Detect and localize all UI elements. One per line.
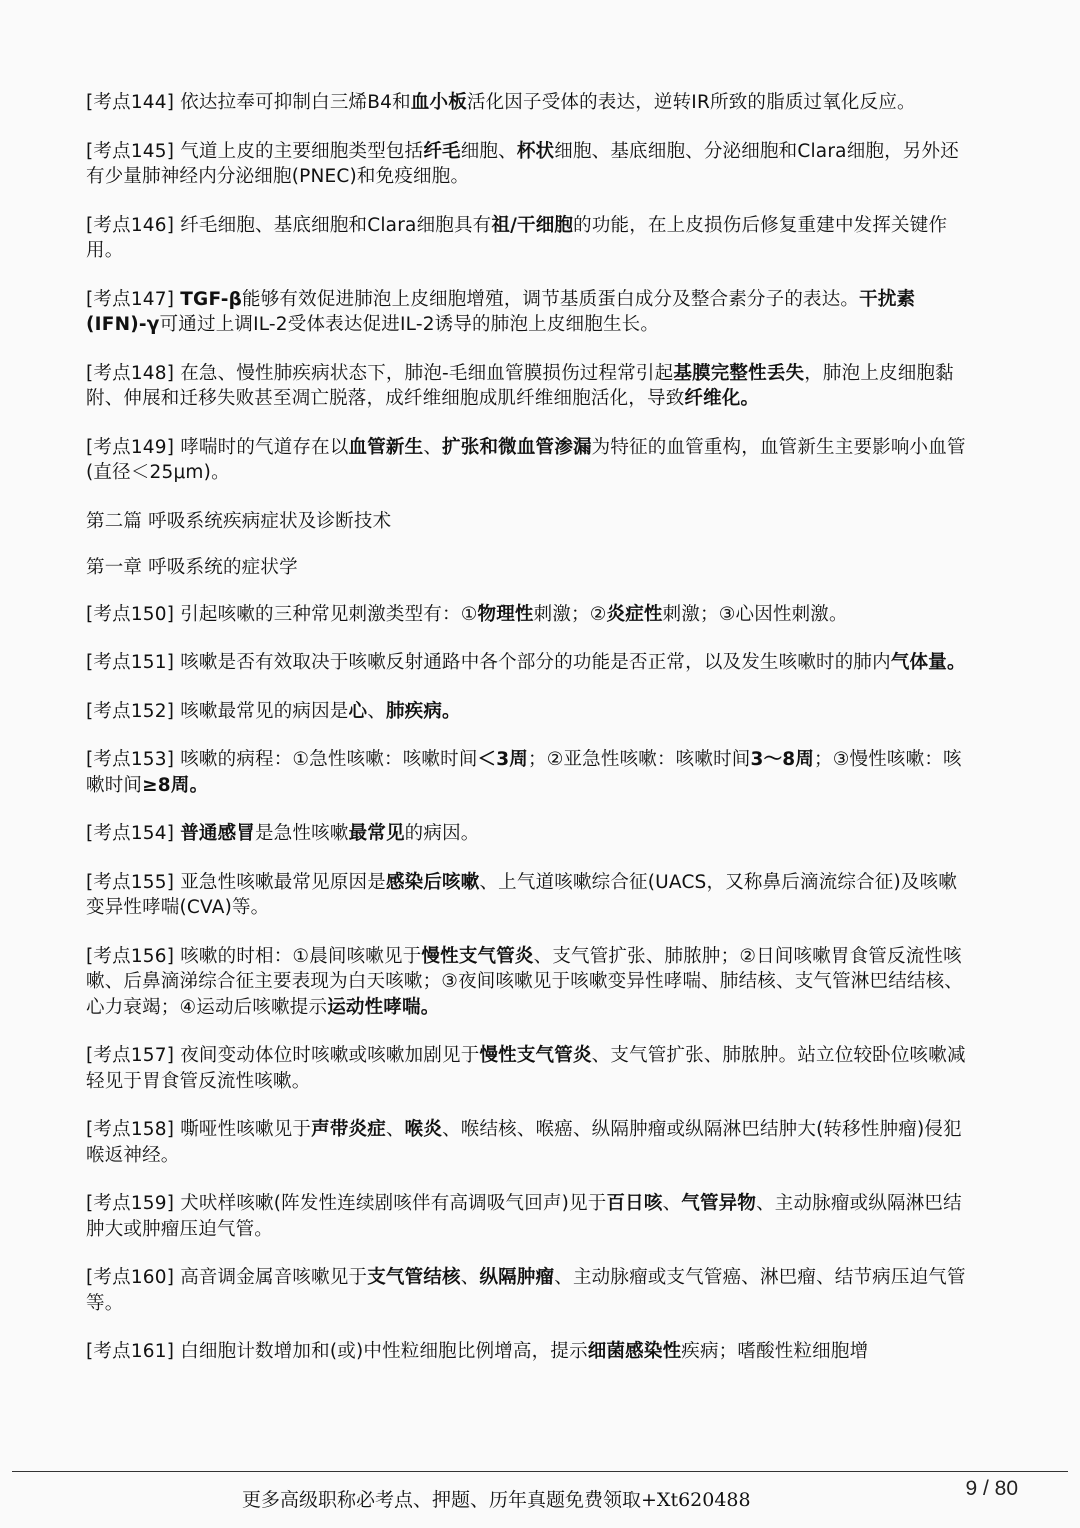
text-segment: ，肺泡上皮细胞黏附、伸展和迁移失败甚至凋亡脱落，成纤维细胞成肌纤维细胞活化，导致 [86, 362, 954, 409]
bold-keyword: 扩张和微血管渗漏 [442, 436, 592, 458]
text-segment: 、主动脉瘤或纵隔淋巴结肿大或肿瘤压迫气管。 [86, 1193, 962, 1240]
bold-keyword: 血管新生 [348, 436, 424, 458]
text-segment: [考点160] 高音调金属音咳嗽见于 [86, 1267, 368, 1288]
text-segment: 疾病；嗜酸性粒细胞增 [681, 1341, 869, 1362]
bold-keyword: 气管异物 [681, 1193, 757, 1214]
exam-point-paragraph [86, 287, 966, 338]
exam-point-paragraph [86, 602, 966, 628]
exam-point-paragraph [86, 213, 966, 264]
text-segment: 刺激；③心因性刺激。 [662, 603, 848, 625]
bold-keyword: 气体量。 [890, 652, 966, 673]
bold-keyword: 慢性支气管炎 [479, 1045, 592, 1066]
text-segment: [考点147] [86, 288, 181, 310]
text-segment: 的功能，在上皮损伤后修复重建中发挥关键作用。 [86, 214, 948, 261]
exam-point-paragraph [86, 821, 966, 847]
exam-point-paragraph [86, 1043, 966, 1094]
bold-keyword: ≥8周。 [142, 774, 209, 796]
bold-keyword: 慢性支气管炎 [421, 945, 534, 967]
bold-keyword: 炎症性 [606, 603, 663, 625]
text-segment: 能够有效促进肺泡上皮细胞增殖，调节基质蛋白成分及整合素分子的表达。 [242, 288, 860, 310]
text-segment: 是急性咳嗽 [255, 823, 349, 844]
text-segment: [考点145] 气道上皮的主要细胞类型包括 [86, 140, 424, 162]
text-segment: [考点161] 白细胞计数增加和(或)中性粒细胞比例增高，提示 [86, 1341, 588, 1362]
bold-keyword: 纤毛 [423, 140, 461, 162]
footer-promo-text: 更多高级职称必考点、押题、历年真题免费领取+Xt620488 [242, 1489, 751, 1511]
footer-divider [12, 1471, 1068, 1472]
bold-keyword: 细菌感染性 [587, 1341, 682, 1362]
text-segment: 为特征的血管重构，血管新生主要影响小血管(直径＜25μm)。 [86, 436, 966, 483]
text-segment: 的病因。 [404, 823, 480, 844]
exam-point-paragraph [86, 747, 966, 798]
text-segment: [考点146] 纤毛细胞、基底细胞和Clara细胞具有 [86, 214, 492, 236]
bold-keyword: 运动性哮喘。 [327, 996, 440, 1018]
document-body [86, 90, 966, 1388]
bold-keyword: 声带炎症 [311, 1119, 386, 1140]
text-segment: [考点158] 嘶哑性咳嗽见于 [86, 1119, 312, 1140]
bold-keyword: 杯状 [516, 140, 555, 162]
bold-keyword: 支气管结核 [367, 1267, 461, 1288]
exam-point-paragraph [86, 870, 966, 921]
bold-keyword: 纤维化。 [684, 388, 760, 409]
text-segment: [考点152] 咳嗽最常见的病因是 [86, 700, 349, 722]
section-heading [86, 509, 966, 535]
text-segment: [考点148] 在急、慢性肺疾病状态下，肺泡-毛细血管膜损伤过程常引起 [86, 362, 674, 384]
bold-keyword: TGF-β [180, 288, 243, 310]
bold-keyword: 肺疾病。 [385, 700, 461, 722]
text-segment: 细胞、 [460, 140, 517, 162]
bold-keyword: 血小板 [410, 92, 467, 113]
text-segment: [考点155] 亚急性咳嗽最常见原因是 [86, 871, 386, 893]
text-segment: [考点151] 咳嗽是否有效取决于咳嗽反射通路中各个部分的功能是否正常，以及发生咳嗽时的肺内 [86, 652, 891, 673]
text-segment: [考点149] 哮喘时的气道存在以 [86, 436, 349, 458]
exam-point-paragraph [86, 1191, 966, 1242]
bold-keyword: 普通感冒 [180, 823, 256, 844]
exam-point-paragraph [86, 90, 966, 116]
bold-keyword: 3～8周 [750, 749, 815, 770]
exam-point-paragraph [86, 1117, 966, 1168]
bold-keyword: 祖/干细胞 [491, 214, 574, 236]
text-segment: [考点144] 依达拉奉可抑制白三烯B4和 [86, 92, 411, 113]
text-segment: 、 [423, 436, 443, 458]
text-segment: 、支气管扩张、肺脓肿。站立位较卧位咳嗽减轻见于胃食管反流性咳嗽。 [86, 1045, 966, 1092]
exam-point-paragraph [86, 139, 966, 190]
text-segment: 、喉结核、喉癌、纵隔肿瘤或纵隔淋巴结肿大(转移性肿瘤)侵犯喉返神经。 [86, 1119, 962, 1166]
text-segment: 、上气道咳嗽综合征(UACS，又称鼻后滴流综合征)及咳嗽变异性哮喘(CVA)等。 [86, 871, 958, 918]
text-segment: 细胞、基底细胞、分泌细胞和Clara细胞，另外还有少量肺神经内分泌细胞(PNEC)和免疫细胞。 [86, 140, 959, 187]
text-segment: ；②亚急性咳嗽：咳嗽时间 [528, 749, 751, 770]
text-segment: 可通过上调IL-2受体表达促进IL-2诱导的肺泡上皮细胞生长。 [159, 314, 660, 335]
text-segment: [考点153] 咳嗽的病程：①急性咳嗽：咳嗽时间 [86, 749, 478, 770]
exam-point-paragraph [86, 650, 966, 676]
exam-point-paragraph [86, 361, 966, 412]
exam-point-paragraph [86, 944, 966, 1021]
text-segment: 刺激；② [533, 603, 607, 625]
text-segment: [考点157] 夜间变动体位时咳嗽或咳嗽加剧见于 [86, 1045, 480, 1066]
bold-keyword: 感染后咳嗽 [385, 871, 480, 893]
page-number: 9 / 80 [965, 1477, 1018, 1500]
text-segment: 第二篇 呼吸系统疾病症状及诊断技术 [86, 510, 392, 532]
bold-keyword: 心 [348, 700, 368, 722]
bold-keyword: 物理性 [477, 603, 534, 625]
text-segment: 、 [662, 1193, 682, 1214]
text-segment: 、 [460, 1267, 480, 1288]
text-segment: [考点156] 咳嗽的时相：①晨间咳嗽见于 [86, 945, 422, 967]
exam-point-paragraph [86, 435, 966, 486]
bold-keyword: 干扰素(IFN)-γ [86, 288, 916, 335]
bold-keyword: ＜3周 [477, 749, 528, 770]
exam-point-paragraph [86, 699, 966, 725]
text-segment: [考点150] 引起咳嗽的三种常见刺激类型有：① [86, 603, 478, 625]
bold-keyword: 百日咳 [606, 1193, 663, 1214]
bold-keyword: 基膜完整性丢失 [673, 362, 805, 384]
text-segment: 、 [367, 700, 386, 722]
bold-keyword: 喉炎 [404, 1119, 443, 1140]
text-segment: [考点154] [86, 823, 181, 844]
exam-point-paragraph [86, 1265, 966, 1316]
text-segment: 、支气管扩张、肺脓肿；②日间咳嗽胃食管反流性咳嗽、后鼻滴涕综合征主要表现为白天咳嗽；③夜间咳嗽见于咳嗽变异性哮喘、肺结核、支气管淋巴结结核、心力衰竭；④运动后咳嗽提示 [86, 945, 963, 1018]
text-segment: 第一章 呼吸系统的症状学 [86, 557, 298, 578]
section-heading [86, 555, 966, 581]
bold-keyword: 最常见 [348, 823, 405, 844]
text-segment: 、 [385, 1119, 405, 1140]
text-segment: 活化因子受体的表达，逆转IR所致的脂质过氧化反应。 [466, 92, 916, 113]
text-segment: ；③慢性咳嗽：咳嗽时间 [86, 749, 962, 796]
exam-point-paragraph [86, 1339, 966, 1365]
text-segment: [考点159] 犬吠样咳嗽(阵发性连续剧咳伴有高调吸气回声)见于 [86, 1193, 607, 1214]
bold-keyword: 纵隔肿瘤 [479, 1267, 555, 1288]
text-segment: 、主动脉瘤或支气管癌、淋巴瘤、结节病压迫气管等。 [86, 1267, 966, 1314]
